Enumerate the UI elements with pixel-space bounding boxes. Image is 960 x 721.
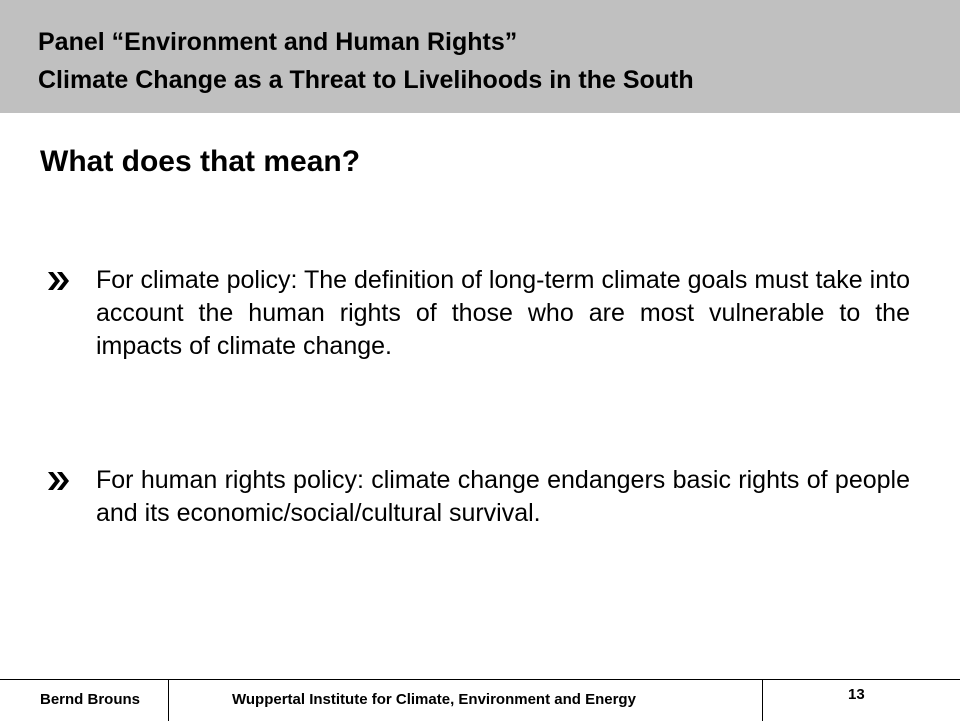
arrow-bullet-icon <box>45 466 73 496</box>
slide-heading: What does that mean? <box>40 145 361 178</box>
footer-divider <box>762 680 763 721</box>
footer-author: Bernd Brouns <box>40 691 141 708</box>
bullet-text: For human rights policy: climate change endangers basic rights of people and its economic/social/cultural survival. <box>96 466 910 527</box>
arrow-bullet-icon <box>45 266 73 296</box>
page-number: 13 <box>848 686 865 703</box>
slide-header <box>0 0 960 113</box>
footer-institute: Wuppertal Institute for Climate, Environment and Energy <box>232 691 636 708</box>
header-title: Panel “Environment and Human Rights” <box>38 28 518 56</box>
footer-divider <box>168 680 169 721</box>
header-subtitle: Climate Change as a Threat to Livelihoods in the South <box>38 66 694 94</box>
slide-footer <box>0 679 960 720</box>
bullet-item-human-rights-policy <box>45 464 910 530</box>
bullet-text: For climate policy: The definition of long-term climate goals must take into account the human rights of those who are most vulnerable to the impacts of climate change. <box>96 266 910 360</box>
bullet-item-climate-policy <box>45 264 910 363</box>
